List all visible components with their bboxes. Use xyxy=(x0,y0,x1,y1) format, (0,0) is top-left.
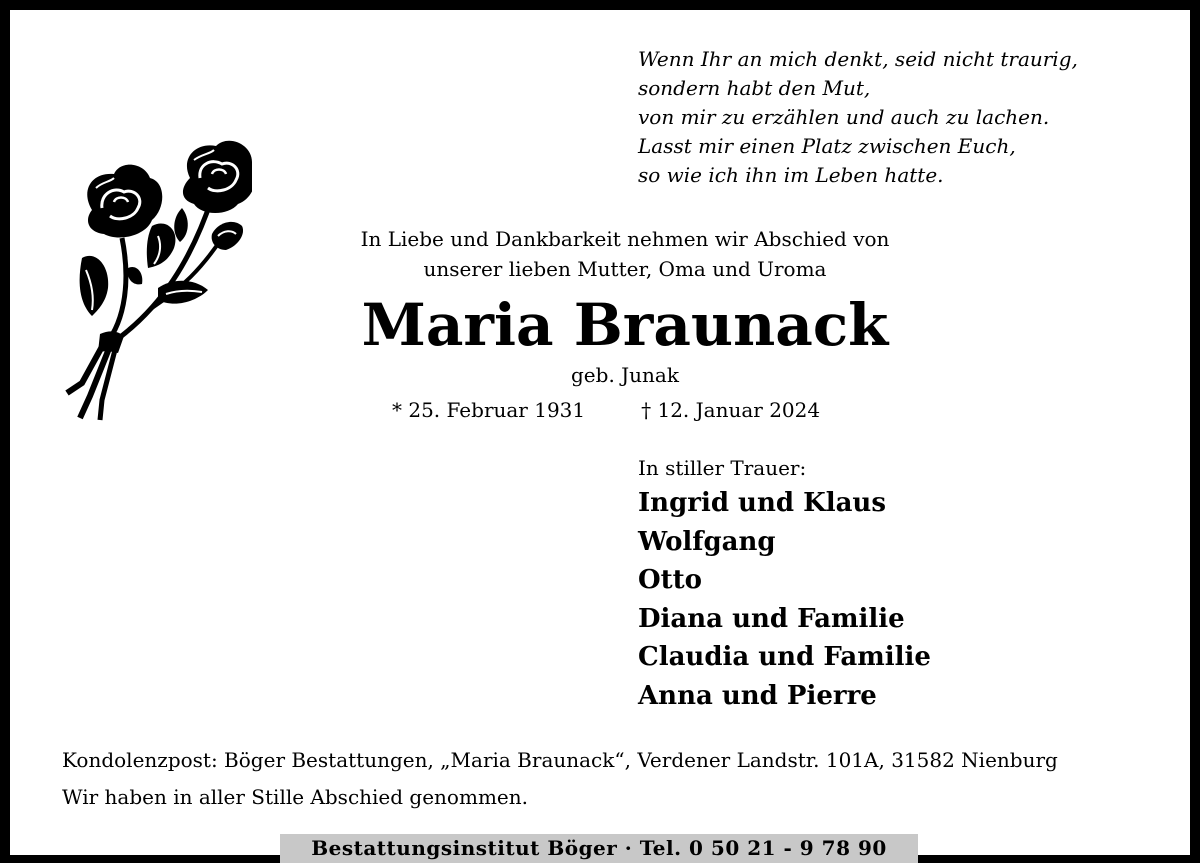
deceased-name: Maria Braunack xyxy=(361,291,889,359)
mourners-label: In stiller Trauer: xyxy=(638,456,807,480)
birth-date: * 25. Februar 1931 xyxy=(392,398,586,422)
mourners-list xyxy=(638,484,931,715)
intro-line: unserer lieben Mutter, Oma und Uroma xyxy=(423,257,827,281)
mourner-name: Wolfgang xyxy=(638,526,776,557)
maiden-name: geb. Junak xyxy=(571,363,679,387)
funeral-home-footer: Bestattungsinstitut Böger · Tel. 0 50 21 - 9 78 90 xyxy=(280,834,918,863)
mourner-name: Claudia und Familie xyxy=(638,642,931,672)
poem-line: Wenn Ihr an mich denkt, seid nicht traurig, xyxy=(638,47,1078,71)
condolence-info xyxy=(62,742,1172,816)
mourner-name: Otto xyxy=(638,565,703,595)
poem-line: von mir zu erzählen und auch zu lachen. xyxy=(638,105,1050,129)
condolence-note: Wir haben in aller Stille Abschied genommen. xyxy=(62,785,528,809)
mourner-name: Anna und Pierre xyxy=(638,680,877,711)
poem xyxy=(638,45,1178,190)
life-dates xyxy=(392,396,992,424)
poem-line: Lasst mir einen Platz zwischen Euch, xyxy=(638,134,1016,158)
poem-line: sondern habt den Mut, xyxy=(638,76,871,100)
mourner-name: Ingrid und Klaus xyxy=(638,488,886,518)
intro-text xyxy=(300,224,950,284)
mourner-name: Diana und Familie xyxy=(638,603,905,634)
condolence-address: Kondolenzpost: Böger Bestattungen, „Maria Braunack“, Verdener Landstr. 101A, 31582 Nienburg xyxy=(62,748,1058,772)
death-date: † 12. Januar 2024 xyxy=(641,398,821,422)
poem-line: so wie ich ihn im Leben hatte. xyxy=(638,163,944,187)
rose-icon xyxy=(62,138,252,428)
intro-line: In Liebe und Dankbarkeit nehmen wir Abschied von xyxy=(360,227,890,251)
